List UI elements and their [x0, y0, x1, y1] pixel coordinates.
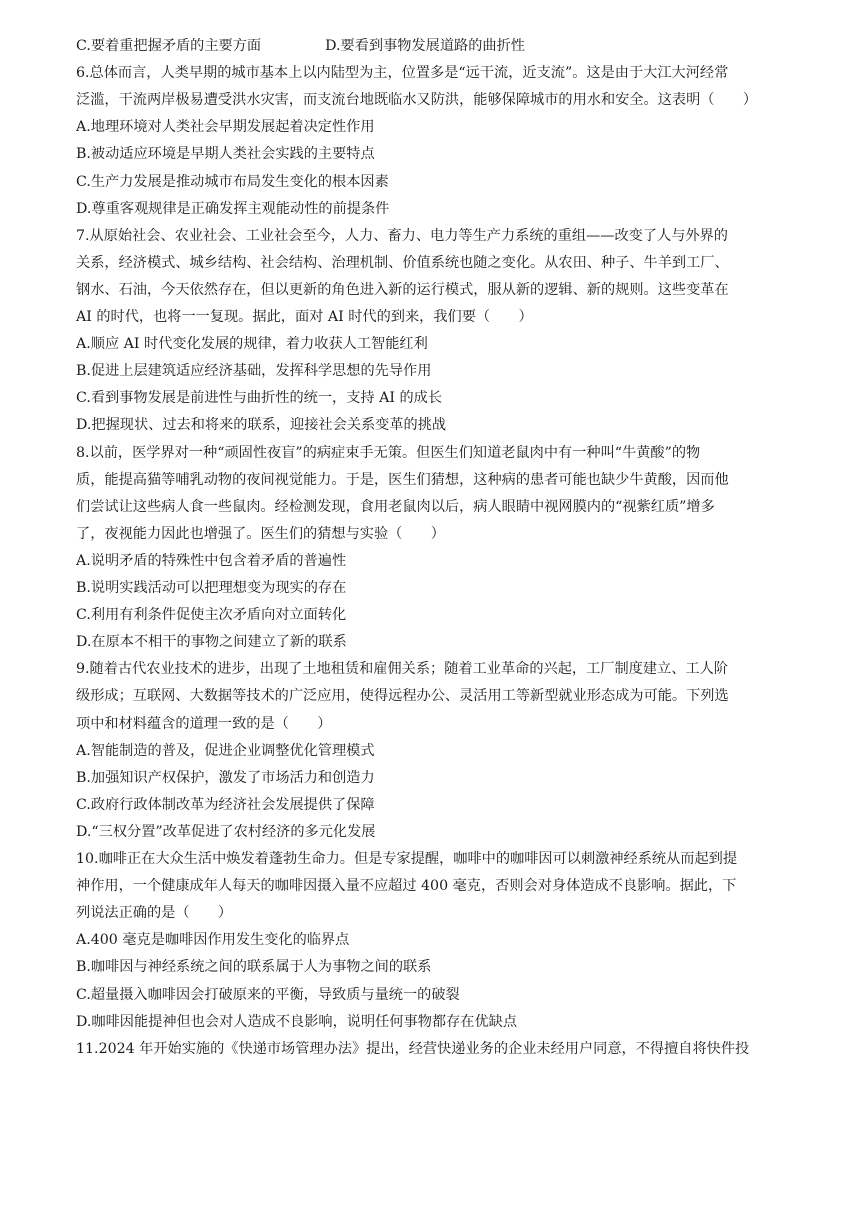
question-text-line: 7.从原始社会、农业社会、工业社会至今，人力、畜力、电力等生产力系统的重组——改变了人与外界的 — [76, 227, 728, 244]
answer-option: C.超量摄入咖啡因会打破原来的平衡，导致质与量统一的破裂 — [76, 986, 460, 1003]
question-text-line: 关系，经济模式、城乡结构、社会结构、治理机制、价值系统也随之变化。从农田、种子、牛羊到工厂、 — [76, 254, 729, 271]
answer-option: C.政府行政体制改革为经济社会发展提供了保障 — [76, 796, 375, 813]
question-text-line: 了，夜视能力因此也增强了。医生们的猜想与实验（ ） — [76, 525, 445, 542]
answer-option: A.顺应 AI 时代变化发展的规律，着力收获人工智能红利 — [76, 336, 428, 353]
question-text-line: 10.咖啡正在大众生活中焕发着蓬勃生命力。但是专家提醒，咖啡中的咖啡因可以刺激神经系统从而起到提 — [76, 851, 738, 867]
answer-option: D.把握现状、过去和将来的联系，迎接社会关系变革的挑战 — [76, 417, 447, 434]
answer-option: C.利用有利条件促使主次矛盾向对立面转化 — [76, 607, 347, 624]
answer-option: B.咖啡因与神经系统之间的联系属于人为事物之间的联系 — [76, 959, 432, 976]
answer-option: C.要着重把握矛盾的主要方面 — [76, 38, 262, 54]
answer-option: C.看到事物发展是前进性与曲折性的统一，支持 AI 的成长 — [76, 390, 443, 407]
answer-option: D.尊重客观规律是正确发挥主观能动性的前提条件 — [76, 200, 390, 217]
question-text-line: AI 的时代，也将一一复现。据此，面对 AI 时代的到来，我们要（ ） — [76, 309, 533, 325]
question-text-line: 泛滥，干流两岸极易遭受洪水灾害，而支流台地既临水又防洪，能够保障城市的用水和安全。这表明（ ） — [76, 92, 758, 109]
question-text-line: 列说法正确的是（ ） — [76, 905, 233, 922]
answer-option: B.被动适应环境是早期人类社会实践的主要特点 — [76, 146, 375, 163]
answer-option: B.说明实践活动可以把理想变为现实的存在 — [76, 580, 347, 596]
answer-option: A.智能制造的普及，促进企业调整优化管理模式 — [76, 742, 375, 759]
answer-option: A.地理环境对人类社会早期发展起着决定性作用 — [76, 119, 375, 136]
answer-option: D.“三权分置”改革促进了农村经济的多元化发展 — [76, 823, 376, 840]
answer-option: D.咖啡因能提神但也会对人造成不良影响，说明任何事物都存在优缺点 — [76, 1013, 518, 1030]
question-text-line: 11.2024 年开始实施的《快递市场管理办法》提出，经营快递业务的企业未经用户同意，不得擅自将快件投 — [76, 1040, 750, 1057]
answer-option: A.说明矛盾的特殊性中包含着矛盾的普遍性 — [76, 552, 347, 569]
answer-option: B.加强知识产权保护，激发了市场活力和创造力 — [76, 769, 375, 786]
question-text-line: 9.随着古代农业技术的进步，出现了土地租赁和雇佣关系；随着工业革命的兴起，工厂制度建立、工人阶 — [76, 661, 728, 678]
answer-option: C.生产力发展是推动城市布局发生变化的根本因素 — [76, 173, 389, 190]
question-text-line: 项中和材料蕴含的道理一致的是（ ） — [76, 715, 332, 732]
question-text-line: 们尝试让这些病人食一些鼠肉。经检测发现，食用老鼠肉以后，病人眼睛中视网膜内的“视紫红质”增多 — [76, 498, 715, 515]
question-text-line: 神作用，一个健康成年人每天的咖啡因摄入量不应超过 400 毫克，否则会对身体造成不良影响。据此，下 — [76, 878, 737, 895]
answer-option: A.400 毫克是咖啡因作用发生变化的临界点 — [76, 932, 350, 949]
answer-option: D.在原本不相干的事物之间建立了新的联系 — [76, 634, 347, 651]
question-text-line: 级形成；互联网、大数据等技术的广泛应用，使得远程办公、灵活用工等新型就业形态成为可能。下列选 — [76, 688, 729, 705]
question-text-line: 6.总体而言，人类早期的城市基本上以内陆型为主，位置多是“远干流，近支流”。这是由于大江大河经常 — [76, 65, 729, 82]
question-text-line: 质，能提高猫等哺乳动物的夜间视觉能力。于是，医生们猜想，这种病的患者可能也缺少牛黄酸，因而他 — [76, 471, 729, 488]
option-pair-line — [76, 33, 788, 60]
answer-option: D.要看到事物发展道路的曲折性 — [325, 38, 525, 54]
answer-option: B.促进上层建筑适应经济基础，发挥科学思想的先导作用 — [76, 363, 432, 380]
question-text-line: 8.以前，医学界对一种“顽固性夜盲”的病症束手无策。但医生们知道老鼠肉中有一种叫“牛黄酸”的物 — [76, 444, 701, 461]
question-text-line: 钢水、石油，今天依然存在，但以更新的角色进入新的运行模式，服从新的逻辑、新的规则。这些变革在 — [76, 281, 729, 298]
